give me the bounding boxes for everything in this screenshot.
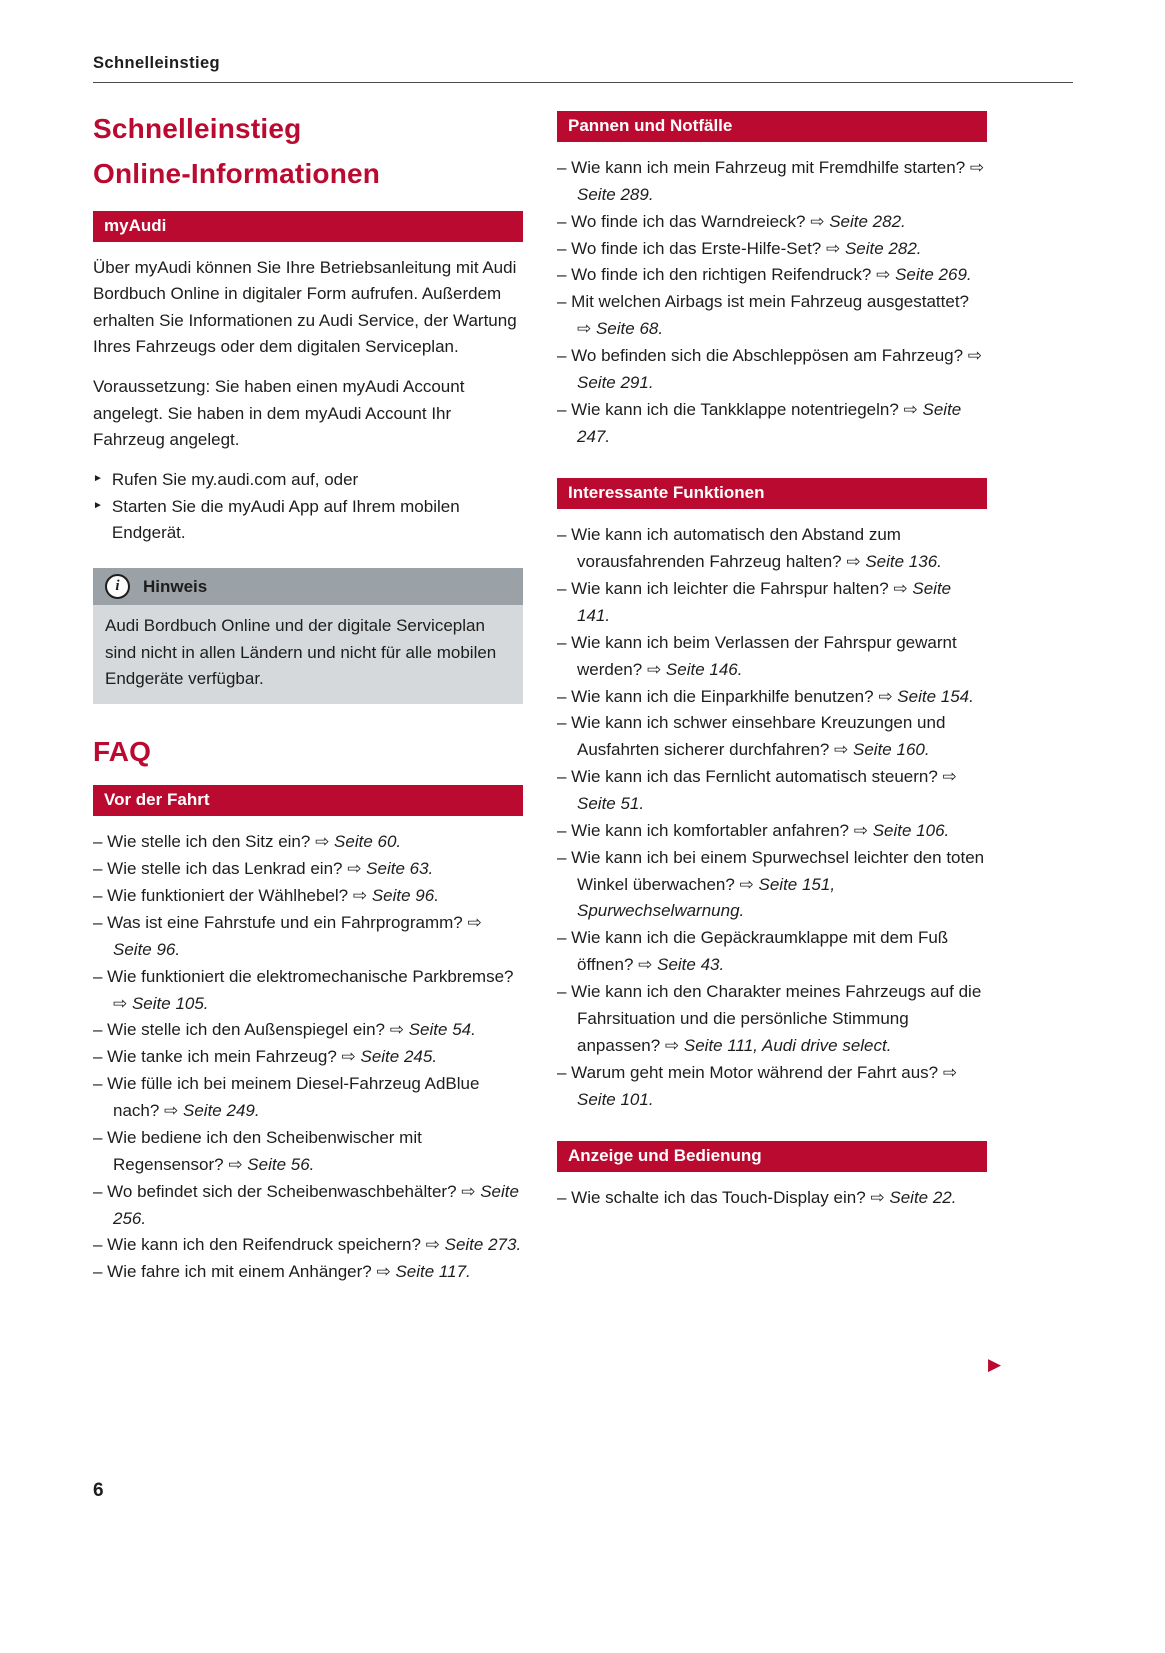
page-ref-arrow-icon: ⇨ — [834, 740, 854, 760]
note-body: Audi Bordbuch Online und der digitale Serviceplan sind nicht in allen Ländern und nicht für alle mobilen Endgeräte verfügbar. — [93, 605, 523, 704]
page-ref-arrow-icon: ⇨ — [967, 346, 983, 366]
step-text: Starten Sie die myAudi App auf Ihrem mobilen Endgerät. — [111, 496, 460, 543]
page-reference: Seite 111, Audi drive select. — [683, 1035, 892, 1055]
faq-item — [93, 856, 523, 883]
two-column-layout — [93, 111, 1073, 1314]
section-bar-interessante-funktionen: Interessante Funktionen — [557, 478, 987, 509]
faq-question: – Wie fahre ich mit einem Anhänger? — [93, 1262, 377, 1282]
page-reference: Seite 68. — [595, 319, 664, 339]
page-number: 6 — [93, 1480, 104, 1501]
faq-item — [557, 262, 987, 289]
page-ref-arrow-icon: ⇨ — [347, 859, 367, 879]
page-reference: Seite 269. — [895, 265, 972, 285]
page-reference: Seite 282. — [829, 211, 906, 231]
faq-question: – Wie kann ich das Fernlicht automatisch steuern? — [557, 767, 943, 787]
faq-question: – Mit welchen Airbags ist mein Fahrzeug ausgestattet? — [557, 292, 969, 312]
myaudi-paragraph-1: Über myAudi können Sie Ihre Betriebsanleitung mit Audi Bordbuch Online in digitaler Form aufrufen. Außerdem erhalten Sie Informationen zu Audi Service, der Wartung Ihres Fahrzeugs oder dem digitalen Serviceplan. — [93, 258, 517, 357]
faq-question: – Wie kann ich leichter die Fahrspur halten? — [557, 579, 894, 599]
faq-question: – Wo finde ich das Erste-Hilfe-Set? — [557, 238, 826, 258]
note-box — [93, 568, 523, 704]
page-ref-arrow-icon: ⇨ — [467, 913, 482, 933]
page-reference: Seite 154. — [897, 686, 974, 706]
faq-question: – Wo finde ich das Warndreieck? — [557, 211, 811, 231]
faq-question: – Warum geht mein Motor während der Fahrt aus? — [557, 1062, 943, 1082]
page-ref-arrow-icon: ⇨ — [664, 1035, 684, 1055]
faq-item — [557, 1185, 987, 1212]
faq-question: – Wie kann ich den Charakter meines Fahrzeugs auf die Fahrsituation und die persönliche Stimmung anpassen? — [557, 982, 982, 1055]
page-ref-arrow-icon: ⇨ — [638, 955, 658, 975]
myaudi-steps-list — [93, 467, 523, 546]
faq-item — [557, 289, 987, 343]
faq-list-anzeige-und-bedienung — [557, 1185, 987, 1212]
faq-item — [93, 964, 523, 1018]
faq-question: – Wie kann ich automatisch den Abstand zum vorausfahrenden Fahrzeug halten? — [557, 525, 901, 572]
page-ref-arrow-icon: ⇨ — [352, 886, 372, 906]
page-reference: Seite 60. — [334, 832, 402, 852]
page-ref-arrow-icon: ⇨ — [315, 832, 335, 852]
page-ref-arrow-icon: ⇨ — [341, 1047, 361, 1067]
continuation-arrow-icon: ▶ — [988, 1355, 1002, 1374]
faq-question: – Wie stelle ich das Lenkrad ein? — [93, 859, 348, 879]
page-reference: Seite 22. — [889, 1188, 957, 1208]
faq-item — [557, 1060, 987, 1114]
faq-item — [93, 1044, 523, 1071]
page-reference: Seite 282. — [844, 238, 922, 258]
faq-question: – Wie kann ich schwer einsehbare Kreuzungen und Ausfahrten sicherer durchfahren? — [557, 713, 946, 760]
faq-item — [93, 1179, 523, 1233]
triangle-bullet-icon: ► — [93, 499, 103, 511]
triangle-bullet-icon: ► — [93, 473, 103, 485]
faq-question: – Wie kann ich die Tankklappe notentriegeln? — [557, 399, 904, 419]
faq-question: – Wie kann ich mein Fahrzeug mit Fremdhilfe starten? — [557, 158, 970, 177]
page-ref-arrow-icon: ⇨ — [164, 1101, 184, 1121]
faq-question: – Wie kann ich bei einem Spurwechsel leichter den toten Winkel überwachen? — [557, 847, 985, 894]
page-reference: Seite 245. — [360, 1047, 438, 1067]
page-ref-arrow-icon: ⇨ — [376, 1262, 396, 1282]
faq-item — [557, 209, 987, 236]
faq-item — [557, 684, 987, 711]
faq-item — [557, 818, 987, 845]
page-reference: Seite 105. — [131, 993, 209, 1013]
faq-item — [93, 829, 523, 856]
note-header — [93, 568, 523, 605]
section-bar-pannen-und-notfaelle: Pannen und Notfälle — [557, 111, 987, 142]
page-ref-arrow-icon: ⇨ — [389, 1020, 409, 1040]
chapter-title: Schnelleinstieg — [93, 113, 302, 144]
page-ref-arrow-icon: ⇨ — [876, 265, 896, 285]
left-column — [93, 111, 523, 1314]
info-circle-icon: i — [105, 574, 130, 599]
page-ref-arrow-icon: ⇨ — [425, 1235, 445, 1255]
page-ref-arrow-icon: ⇨ — [870, 1188, 890, 1208]
page-ref-arrow-icon: ⇨ — [846, 552, 866, 572]
faq-item — [93, 1017, 523, 1044]
faq-list-vor-der-fahrt — [93, 829, 523, 1286]
faq-list-interessante-funktionen — [557, 522, 987, 1113]
page-reference: Seite 256. — [113, 1181, 519, 1228]
page-reference: Seite 51. — [577, 794, 645, 814]
right-column — [557, 111, 987, 1314]
page-reference: Seite 291. — [577, 372, 654, 392]
faq-item — [557, 845, 987, 926]
faq-question: – Wie funktioniert der Wählhebel? — [93, 886, 353, 906]
page-ref-arrow-icon: ⇨ — [577, 319, 596, 339]
page-ref-arrow-icon: ⇨ — [969, 158, 985, 177]
faq-question: – Wie stelle ich den Außenspiegel ein? — [93, 1020, 390, 1040]
faq-item — [557, 155, 987, 209]
faq-item — [557, 764, 987, 818]
section-title-online-informationen: Online-Informationen — [93, 158, 381, 189]
page-reference: Seite 96. — [113, 939, 181, 959]
page-reference: Seite 96. — [371, 886, 439, 906]
faq-item — [93, 910, 523, 964]
page-reference: Seite 289. — [577, 184, 654, 204]
running-header: Schnelleinstieg — [93, 54, 221, 72]
page-reference: Seite 141. — [577, 579, 952, 626]
page-ref-arrow-icon: ⇨ — [903, 399, 923, 419]
page-reference: Seite 146. — [665, 659, 743, 679]
page-ref-arrow-icon: ⇨ — [461, 1181, 481, 1201]
page-ref-arrow-icon: ⇨ — [942, 767, 957, 787]
page-ref-arrow-icon: ⇨ — [893, 579, 913, 599]
faq-item — [557, 576, 987, 630]
faq-item — [93, 1071, 523, 1125]
page-reference: Seite 56. — [247, 1154, 315, 1174]
faq-question: – Wie kann ich den Reifendruck speichern? — [93, 1235, 426, 1255]
page-ref-arrow-icon: ⇨ — [853, 820, 873, 840]
faq-question: – Wie stelle ich den Sitz ein? — [93, 832, 316, 852]
page-ref-arrow-icon: ⇨ — [942, 1062, 958, 1082]
faq-question: – Wie kann ich komfortabler anfahren? — [557, 820, 854, 840]
list-item — [93, 467, 523, 493]
faq-question: – Wie fülle ich bei meinem Diesel-Fahrzeug AdBlue nach? — [93, 1074, 480, 1121]
faq-item — [557, 343, 987, 397]
page-reference: Seite 249. — [183, 1101, 260, 1121]
faq-item — [557, 397, 987, 451]
section-bar-anzeige-und-bedienung: Anzeige und Bedienung — [557, 1141, 987, 1172]
faq-question: – Wo befindet sich der Scheibenwaschbehälter? — [93, 1181, 462, 1201]
page-ref-arrow-icon: ⇨ — [810, 211, 830, 231]
faq-item — [557, 522, 987, 576]
note-title: Hinweis — [143, 576, 208, 596]
faq-question: – Wie kann ich die Gepäckraumklappe mit dem Fuß öffnen? — [557, 928, 949, 975]
page-reference: Seite 43. — [657, 955, 725, 975]
faq-question: – Wo befinden sich die Abschleppösen am Fahrzeug? — [557, 346, 968, 366]
page-ref-arrow-icon: ⇨ — [646, 659, 666, 679]
page-reference: Seite 273. — [444, 1235, 522, 1255]
faq-item — [93, 1125, 523, 1179]
section-bar-myaudi: myAudi — [93, 211, 523, 242]
page-reference: Seite 117. — [395, 1262, 471, 1282]
faq-item — [557, 979, 987, 1060]
page-reference: Seite 63. — [366, 859, 434, 879]
page-ref-arrow-icon: ⇨ — [228, 1154, 248, 1174]
page-reference: Seite 247. — [577, 399, 962, 446]
faq-question: – Wie tanke ich mein Fahrzeug? — [93, 1047, 342, 1067]
faq-question: – Wie funktioniert die elektromechanische Parkbremse? — [93, 966, 514, 986]
page-reference: Seite 54. — [408, 1020, 476, 1040]
faq-item — [557, 630, 987, 684]
step-text: Rufen Sie my.audi.com auf, oder — [111, 470, 359, 490]
page-ref-arrow-icon: ⇨ — [878, 686, 898, 706]
list-item — [93, 494, 523, 547]
page-reference: Seite 160. — [853, 740, 930, 760]
header-divider — [93, 82, 1073, 83]
faq-question: – Wie schalte ich das Touch-Display ein? — [557, 1188, 871, 1208]
faq-question: – Wie kann ich beim Verlassen der Fahrspur gewarnt werden? — [557, 632, 957, 679]
faq-question: – Wie kann ich die Einparkhilfe benutzen? — [557, 686, 879, 706]
faq-item — [557, 925, 987, 979]
page-reference: Seite 101. — [577, 1089, 654, 1109]
faq-list-pannen-und-notfaelle — [557, 155, 987, 450]
faq-title: FAQ — [93, 736, 152, 768]
page-reference: Seite 136. — [865, 552, 942, 572]
faq-question: – Was ist eine Fahrstufe und ein Fahrprogramm? — [93, 913, 468, 933]
page-ref-arrow-icon: ⇨ — [825, 238, 845, 258]
page-ref-arrow-icon: ⇨ — [113, 993, 132, 1013]
faq-question: – Wie bediene ich den Scheibenwischer mit Regensensor? — [93, 1127, 422, 1174]
myaudi-paragraph-2: Voraussetzung: Sie haben einen myAudi Account angelegt. Sie haben in dem myAudi Account Ihr Fahrzeug angelegt. — [93, 377, 465, 450]
page-reference: Seite 151, Spurwechselwarnung. — [577, 874, 836, 921]
faq-item — [93, 1232, 523, 1259]
faq-item — [93, 1259, 523, 1286]
faq-item — [557, 710, 987, 764]
page-ref-arrow-icon: ⇨ — [739, 874, 759, 894]
faq-item — [557, 236, 987, 263]
faq-question: – Wo finde ich den richtigen Reifendruck? — [557, 265, 877, 285]
page-reference: Seite 106. — [872, 820, 950, 840]
faq-item — [93, 883, 523, 910]
section-bar-vor-der-fahrt: Vor der Fahrt — [93, 785, 523, 816]
